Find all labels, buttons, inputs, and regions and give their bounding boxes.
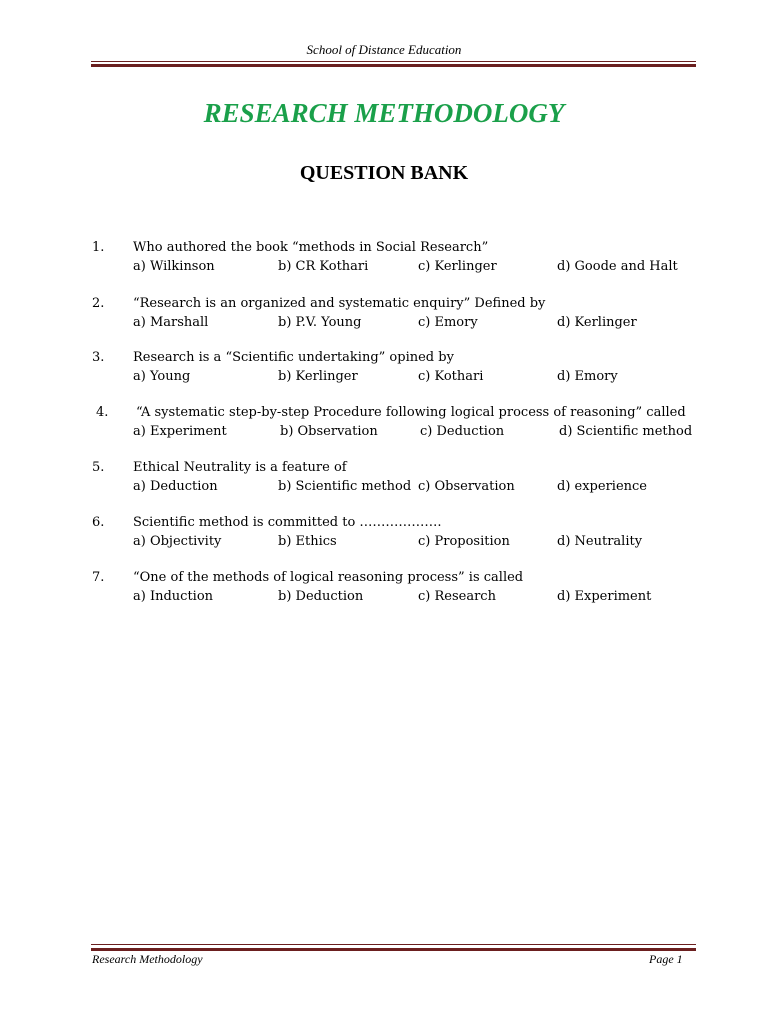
question-number: 5.	[92, 460, 105, 475]
option-c: c) Kothari	[418, 369, 484, 384]
question-text: “Research is an organized and systematic enquiry” Defined by	[133, 296, 546, 311]
document-subtitle: QUESTION BANK	[299, 162, 469, 184]
option-a: a) Marshall	[133, 315, 209, 330]
page-number: Page 1	[649, 952, 683, 966]
option-a: a) Induction	[133, 589, 214, 604]
footer-rule-thick	[91, 948, 696, 951]
option-a: a) Young	[133, 369, 191, 384]
option-b: b) Ethics	[278, 534, 337, 549]
option-d: d) Kerlinger	[557, 315, 637, 330]
option-c: c) Proposition	[418, 534, 510, 549]
question-number: 4.	[96, 405, 109, 420]
option-b: b) Scientific method	[278, 479, 412, 494]
footer-rule-thin	[91, 944, 696, 945]
option-d: d) Emory	[557, 369, 618, 384]
question-text: “A systematic step-by-step Procedure following logical process of reasoning” called	[136, 405, 686, 420]
header-rule-thick	[91, 64, 696, 67]
question-text: Scientific method is committed to ……………….	[133, 515, 442, 530]
option-b: b) Kerlinger	[278, 369, 358, 384]
footer-document-name: Research Methodology	[92, 952, 203, 966]
option-b: b) P.V. Young	[278, 315, 362, 330]
option-d: d) Goode and Halt	[557, 259, 678, 274]
question-number: 1.	[92, 240, 105, 255]
question-text: “One of the methods of logical reasoning process” is called	[133, 570, 524, 585]
option-c: c) Observation	[418, 479, 515, 494]
header-text: School of Distance Education	[306, 42, 462, 57]
option-a: a) Wilkinson	[133, 259, 215, 274]
question-text: Who authored the book “methods in Social Research”	[133, 240, 489, 255]
question-text: Research is a “Scientific undertaking” opined by	[133, 350, 454, 365]
option-b: b) Observation	[280, 424, 378, 439]
document-title: RESEARCH METHODOLOGY	[203, 98, 565, 128]
question-number: 6.	[92, 515, 105, 530]
option-d: d) experience	[557, 479, 647, 494]
option-d: d) Scientific method	[559, 424, 693, 439]
option-a: a) Objectivity	[133, 534, 222, 549]
option-c: c) Deduction	[420, 424, 505, 439]
question-number: 2.	[92, 296, 105, 311]
option-b: b) Deduction	[278, 589, 364, 604]
option-a: a) Deduction	[133, 479, 218, 494]
option-c: c) Emory	[418, 315, 478, 330]
option-c: c) Research	[418, 589, 496, 604]
option-d: d) Neutrality	[557, 534, 643, 549]
option-c: c) Kerlinger	[418, 259, 497, 274]
option-b: b) CR Kothari	[278, 259, 369, 274]
question-number: 7.	[92, 570, 105, 585]
question-text: Ethical Neutrality is a feature of	[133, 460, 347, 475]
option-d: d) Experiment	[557, 589, 652, 604]
option-a: a) Experiment	[133, 424, 227, 439]
header-rule-thin	[91, 61, 696, 62]
question-number: 3.	[92, 350, 105, 365]
